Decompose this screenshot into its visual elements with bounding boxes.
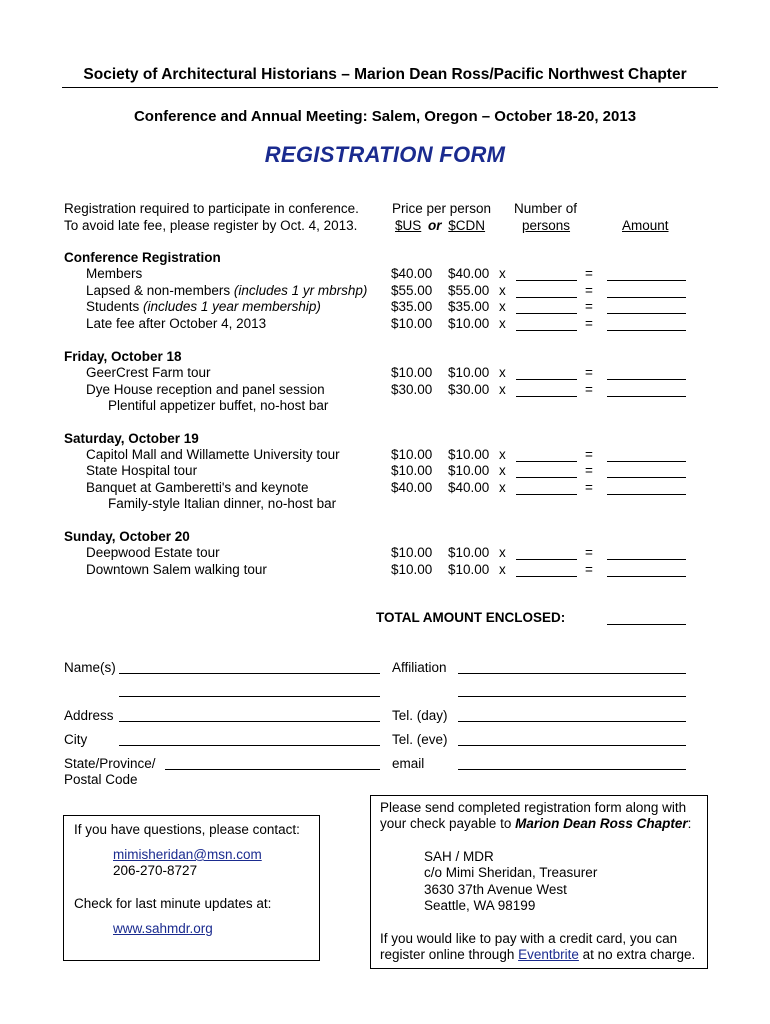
contact-phone: 206-270-8727 [113, 863, 198, 878]
times-symbol: x [499, 283, 506, 298]
times-symbol: x [499, 463, 506, 478]
saturday-section-heading: Saturday, October 19 [64, 431, 199, 446]
amount-field[interactable] [607, 297, 686, 298]
price-us: $10.00 [391, 365, 433, 380]
times-symbol: x [499, 365, 506, 380]
row-label-text: Students [86, 299, 144, 314]
banquet-label: Banquet at Gamberetti's and keynote [86, 480, 309, 495]
times-symbol: x [499, 266, 506, 281]
equals-symbol: = [585, 299, 593, 314]
state-province-label: State/Province/ [64, 756, 156, 771]
email-field[interactable] [458, 769, 686, 770]
times-symbol: x [499, 545, 506, 560]
amount-field[interactable] [607, 576, 686, 577]
persons-field[interactable] [516, 379, 577, 380]
credit-line-2-suffix: at no extra charge. [578, 947, 696, 962]
equals-symbol: = [585, 283, 593, 298]
equals-symbol: = [585, 316, 593, 331]
times-symbol: x [499, 316, 506, 331]
credit-line-2-prefix: register online through [380, 947, 519, 962]
equals-symbol: = [585, 447, 593, 462]
late-fee-label [86, 316, 266, 331]
price-cdn: $10.00 [448, 316, 490, 331]
equals-symbol: = [585, 365, 593, 380]
price-us: $10.00 [391, 562, 433, 577]
tel-eve-label: Tel. (eve) [392, 732, 448, 747]
persons-field[interactable] [516, 330, 577, 331]
price-us: $10.00 [391, 545, 433, 560]
names-label: Name(s) [64, 660, 116, 675]
equals-symbol: = [585, 463, 593, 478]
mail-line-1: Please send completed registration form along with [380, 800, 687, 815]
amount-field[interactable] [607, 559, 686, 560]
price-us: $10.00 [391, 316, 433, 331]
persons-field[interactable] [516, 461, 577, 462]
website-link[interactable]: www.sahmdr.org [113, 921, 213, 936]
sunday-section-heading: Sunday, October 20 [64, 529, 190, 544]
price-cdn: $40.00 [448, 480, 490, 495]
capitol-mall-label: Capitol Mall and Willamette University tour [86, 447, 340, 462]
contact-email-link[interactable]: mimisheridan@msn.com [113, 847, 262, 862]
price-cdn: $10.00 [448, 365, 490, 380]
mail-address-1: SAH / MDR [424, 849, 494, 864]
mail-line-2-prefix: your check payable to [380, 816, 516, 831]
mail-address-4: Seattle, WA 98199 [424, 898, 536, 913]
price-us: $35.00 [391, 299, 433, 314]
row-label-note: (includes 1 yr mbrshp) [233, 283, 368, 298]
tel-day-label: Tel. (day) [392, 708, 448, 723]
postal-code-label: Postal Code [64, 772, 138, 787]
persons-field[interactable] [516, 494, 577, 495]
total-label: TOTAL AMOUNT ENCLOSED: [376, 610, 566, 625]
credit-card-line-2 [380, 947, 695, 962]
persons-header: persons [522, 218, 571, 233]
amount-field[interactable] [607, 396, 686, 397]
mail-line-2 [380, 816, 691, 831]
email-label: email [392, 756, 425, 771]
form-title: REGISTRATION FORM [264, 142, 506, 167]
conference-subtitle: Conference and Annual Meeting: Salem, Oregon – October 18-20, 2013 [133, 108, 637, 125]
row-label-text: Late fee after October 4, 2013 [86, 316, 267, 331]
persons-field[interactable] [516, 477, 577, 478]
amount-field[interactable] [607, 379, 686, 380]
price-cdn: $30.00 [448, 382, 490, 397]
price-cdn: $40.00 [448, 266, 490, 281]
address-label: Address [64, 708, 114, 723]
dye-house-note: Plentiful appetizer buffet, no-host bar [108, 398, 329, 413]
price-cdn: $35.00 [448, 299, 490, 314]
price-cdn: $10.00 [448, 562, 490, 577]
persons-field[interactable] [516, 297, 577, 298]
persons-field[interactable] [516, 396, 577, 397]
price-us: $40.00 [391, 266, 433, 281]
persons-field[interactable] [516, 576, 577, 577]
deepwood-label: Deepwood Estate tour [86, 545, 220, 560]
questions-heading: If you have questions, please contact: [74, 822, 300, 837]
price-us: $55.00 [391, 283, 433, 298]
price-per-person-header: Price per person [392, 201, 492, 216]
currency-us-label: $US [395, 218, 422, 233]
payee-name: Marion Dean Ross Chapter [515, 816, 688, 831]
equals-symbol: = [585, 382, 593, 397]
currency-header [395, 218, 485, 233]
state-hospital-label: State Hospital tour [86, 463, 198, 478]
amount-field[interactable] [607, 280, 686, 281]
intro-line-2: To avoid late fee, please register by Oct. 4, 2013. [64, 218, 358, 233]
credit-card-line-1: If you would like to pay with a credit card, you can [380, 931, 678, 946]
row-label-text: Lapsed & non-members [86, 283, 234, 298]
banquet-note: Family-style Italian dinner, no-host bar [108, 496, 337, 511]
mail-line-2-suffix: : [687, 816, 692, 831]
persons-field[interactable] [516, 313, 577, 314]
times-symbol: x [499, 299, 506, 314]
price-cdn: $55.00 [448, 283, 490, 298]
affiliation-label: Affiliation [392, 660, 447, 675]
amount-field[interactable] [607, 313, 686, 314]
times-symbol: x [499, 447, 506, 462]
amount-field[interactable] [607, 330, 686, 331]
persons-field[interactable] [516, 559, 577, 560]
price-cdn: $10.00 [448, 447, 490, 462]
price-us: $10.00 [391, 463, 433, 478]
currency-or-label: or [428, 218, 442, 233]
amount-field[interactable] [607, 494, 686, 495]
members-label [86, 266, 142, 281]
affiliation-field[interactable] [458, 673, 686, 674]
eventbrite-link[interactable]: Eventbrite [518, 947, 579, 962]
address-field[interactable] [119, 721, 380, 722]
friday-section-heading: Friday, October 18 [64, 349, 182, 364]
updates-text: Check for last minute updates at: [74, 896, 272, 911]
equals-symbol: = [585, 545, 593, 560]
amount-header: Amount [622, 218, 669, 233]
price-cdn: $10.00 [448, 545, 490, 560]
organization-title: Society of Architectural Historians – Marion Dean Ross/Pacific Northwest Chapter [83, 66, 687, 83]
city-label: City [64, 732, 88, 747]
names-field[interactable] [119, 673, 380, 674]
state-postal-field[interactable] [165, 769, 380, 770]
times-symbol: x [499, 480, 506, 495]
times-symbol: x [499, 382, 506, 397]
currency-cdn-label: $CDN [448, 218, 486, 233]
walking-tour-label: Downtown Salem walking tour [86, 562, 267, 577]
affiliation-field-2[interactable] [458, 696, 686, 697]
geercrest-label: GeerCrest Farm tour [86, 365, 211, 380]
lapsed-label [86, 283, 367, 298]
price-us: $10.00 [391, 447, 433, 462]
dye-house-label: Dye House reception and panel session [86, 382, 325, 397]
names-field-2[interactable] [119, 696, 380, 697]
equals-symbol: = [585, 480, 593, 495]
row-label-note: (includes 1 year membership) [143, 299, 321, 314]
amount-field[interactable] [607, 461, 686, 462]
tel-eve-field[interactable] [458, 745, 686, 746]
intro-line-1: Registration required to participate in conference. [64, 201, 359, 216]
mail-address-2: c/o Mimi Sheridan, Treasurer [424, 865, 598, 880]
number-of-header: Number of [514, 201, 578, 216]
row-label-text: Members [86, 266, 143, 281]
tel-day-field[interactable] [458, 721, 686, 722]
times-symbol: x [499, 562, 506, 577]
equals-symbol: = [585, 266, 593, 281]
conference-section-heading: Conference Registration [64, 250, 221, 265]
price-us: $30.00 [391, 382, 433, 397]
equals-symbol: = [585, 562, 593, 577]
mail-address-3: 3630 37th Avenue West [424, 882, 567, 897]
amount-field[interactable] [607, 477, 686, 478]
students-label [86, 299, 321, 314]
persons-field[interactable] [516, 280, 577, 281]
price-us: $40.00 [391, 480, 433, 495]
city-field[interactable] [119, 745, 380, 746]
total-amount-field[interactable] [607, 624, 686, 625]
price-cdn: $10.00 [448, 463, 490, 478]
header-divider [62, 87, 718, 88]
